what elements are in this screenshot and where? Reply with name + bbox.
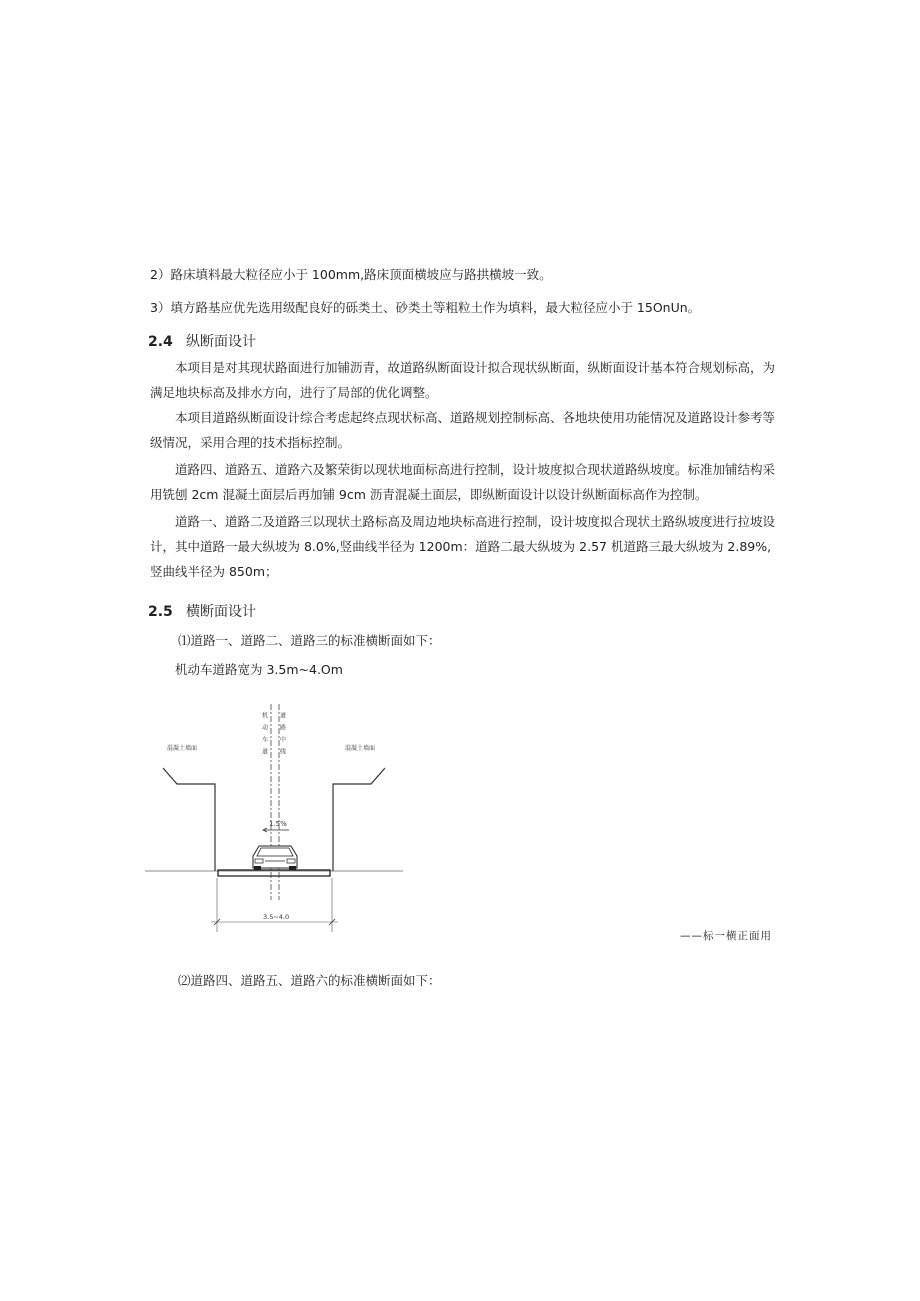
paragraph: 本项目道路纵断面设计综合考虑起终点现状标高、道路规划控制标高、各地块使用功能情况及道路设计参考等级情况，采用合理的技术指标控制。 — [150, 410, 776, 450]
item-3: 3）填方路基应优先选用级配良好的砾类土、砂类土等粗粒土作为填料，最大粒径应小于 15OnUn。 — [150, 300, 701, 315]
left-wall-label: 混凝土墙面 — [167, 745, 198, 752]
section-number: 2.5 — [148, 604, 173, 620]
section-title: 横断面设计 — [186, 604, 256, 620]
section-title: 纵断面设计 — [186, 334, 256, 350]
slope-label: 1.5% — [269, 820, 287, 828]
paragraph: 道路一、道路二及道路三以现状土路标高及周边地块标高进行控制，设计坡度拟合现状土路纵坡度进行拉坡设计，其中道路一最大纵坡为 8.0%,竖曲线半径为 1200m：道路二最大纵坡为 2.57 机道路三最大纵坡为 2.89%,竖曲线半径为 850m； — [150, 514, 776, 579]
paragraph: ⑴道路一、道路二、道路三的标准横断面如下： — [178, 633, 441, 648]
width-dimension-label: 3.5~4.0 — [263, 913, 290, 921]
right-wall-label: 混凝土墙面 — [345, 745, 376, 752]
paragraph: 道路四、道路五、道路六及繁荣街以现状地面标高进行控制，设计坡度拟合现状道路纵坡度。标准加铺结构采用铣刨 2cm 混凝土面层后再加铺 9cm 沥青混凝土面层，即纵断面设计以设计纵断面标高作为控制。 — [150, 462, 776, 502]
car-icon — [253, 846, 297, 870]
figure-caption: ——标一横正面用 — [680, 930, 772, 942]
left-wall — [163, 768, 215, 871]
section-2-4-heading — [148, 331, 256, 351]
section-2-5-heading — [148, 601, 256, 621]
paragraph: 本项目是对其现状路面进行加铺沥青，故道路纵断面设计拟合现状纵断面，纵断面设计基本符合规划标高，为满足地块标高及排水方向，进行了局部的优化调整。 — [150, 360, 776, 400]
cross-section-figure — [145, 700, 407, 940]
paragraph: ⑵道路四、道路五、道路六的标准横断面如下： — [178, 973, 441, 988]
paragraph: 机动车道路宽为 3.5m~4.Om — [175, 662, 343, 677]
item-2: 2）路床填料最大粒径应小于 100mm,路床顶面横坡应与路拱横坡一致。 — [150, 267, 552, 282]
centerline-label: 道路中线 — [278, 712, 286, 760]
lane-label: 机动车道 — [260, 712, 268, 760]
right-wall — [333, 768, 385, 871]
section-number: 2.4 — [148, 334, 173, 350]
